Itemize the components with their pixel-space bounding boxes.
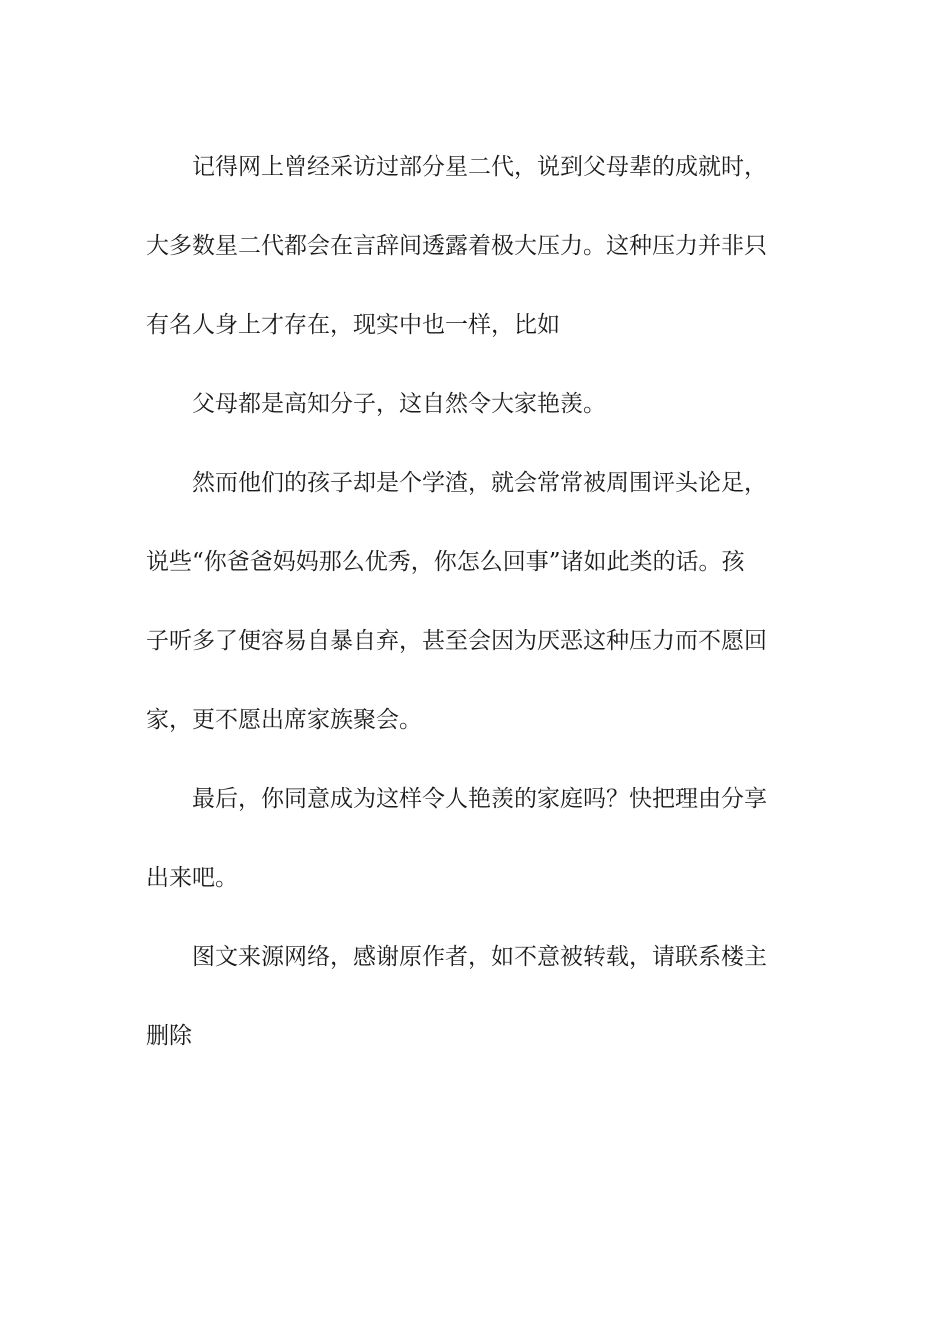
paragraph-3 [146, 444, 794, 760]
paragraph-1-line-1: 记得网上曾经采访过部分星二代，说到父母辈的成就时， [192, 154, 767, 180]
paragraph-1-line-3: 有名人身上才存在，现实中也一样，比如 [146, 312, 560, 338]
paragraph-5-line-2: 删除 [146, 1023, 192, 1049]
article-body [146, 128, 794, 1076]
paragraph-4-line-2: 出来吧。 [146, 865, 238, 891]
paragraph-3-line-4: 家，更不愿出席家族聚会。 [146, 707, 422, 733]
paragraph-2 [146, 365, 794, 444]
paragraph-5-line-1: 图文来源网络，感谢原作者，如不意被转载，请联系楼主 [192, 944, 767, 970]
paragraph-3-line-1: 然而他们的孩子却是个学渣，就会常常被周围评头论足， [192, 470, 767, 496]
paragraph-4 [146, 760, 794, 918]
paragraph-2-line-1: 父母都是高知分子，这自然令大家艳羡。 [192, 391, 606, 417]
paragraph-1-line-2: 大多数星二代都会在言辞间透露着极大压力。这种压力并非只 [146, 233, 767, 259]
paragraph-3-line-2: 说些“你爸爸妈妈那么优秀，你怎么回事”诸如此类的话。孩 [146, 549, 745, 575]
paragraph-3-line-3: 子听多了便容易自暴自弃，甚至会因为厌恶这种压力而不愿回 [146, 628, 767, 654]
paragraph-5 [146, 918, 794, 1076]
paragraph-4-line-1: 最后，你同意成为这样令人艳羡的家庭吗？快把理由分享 [192, 786, 767, 812]
paragraph-1 [146, 128, 794, 365]
